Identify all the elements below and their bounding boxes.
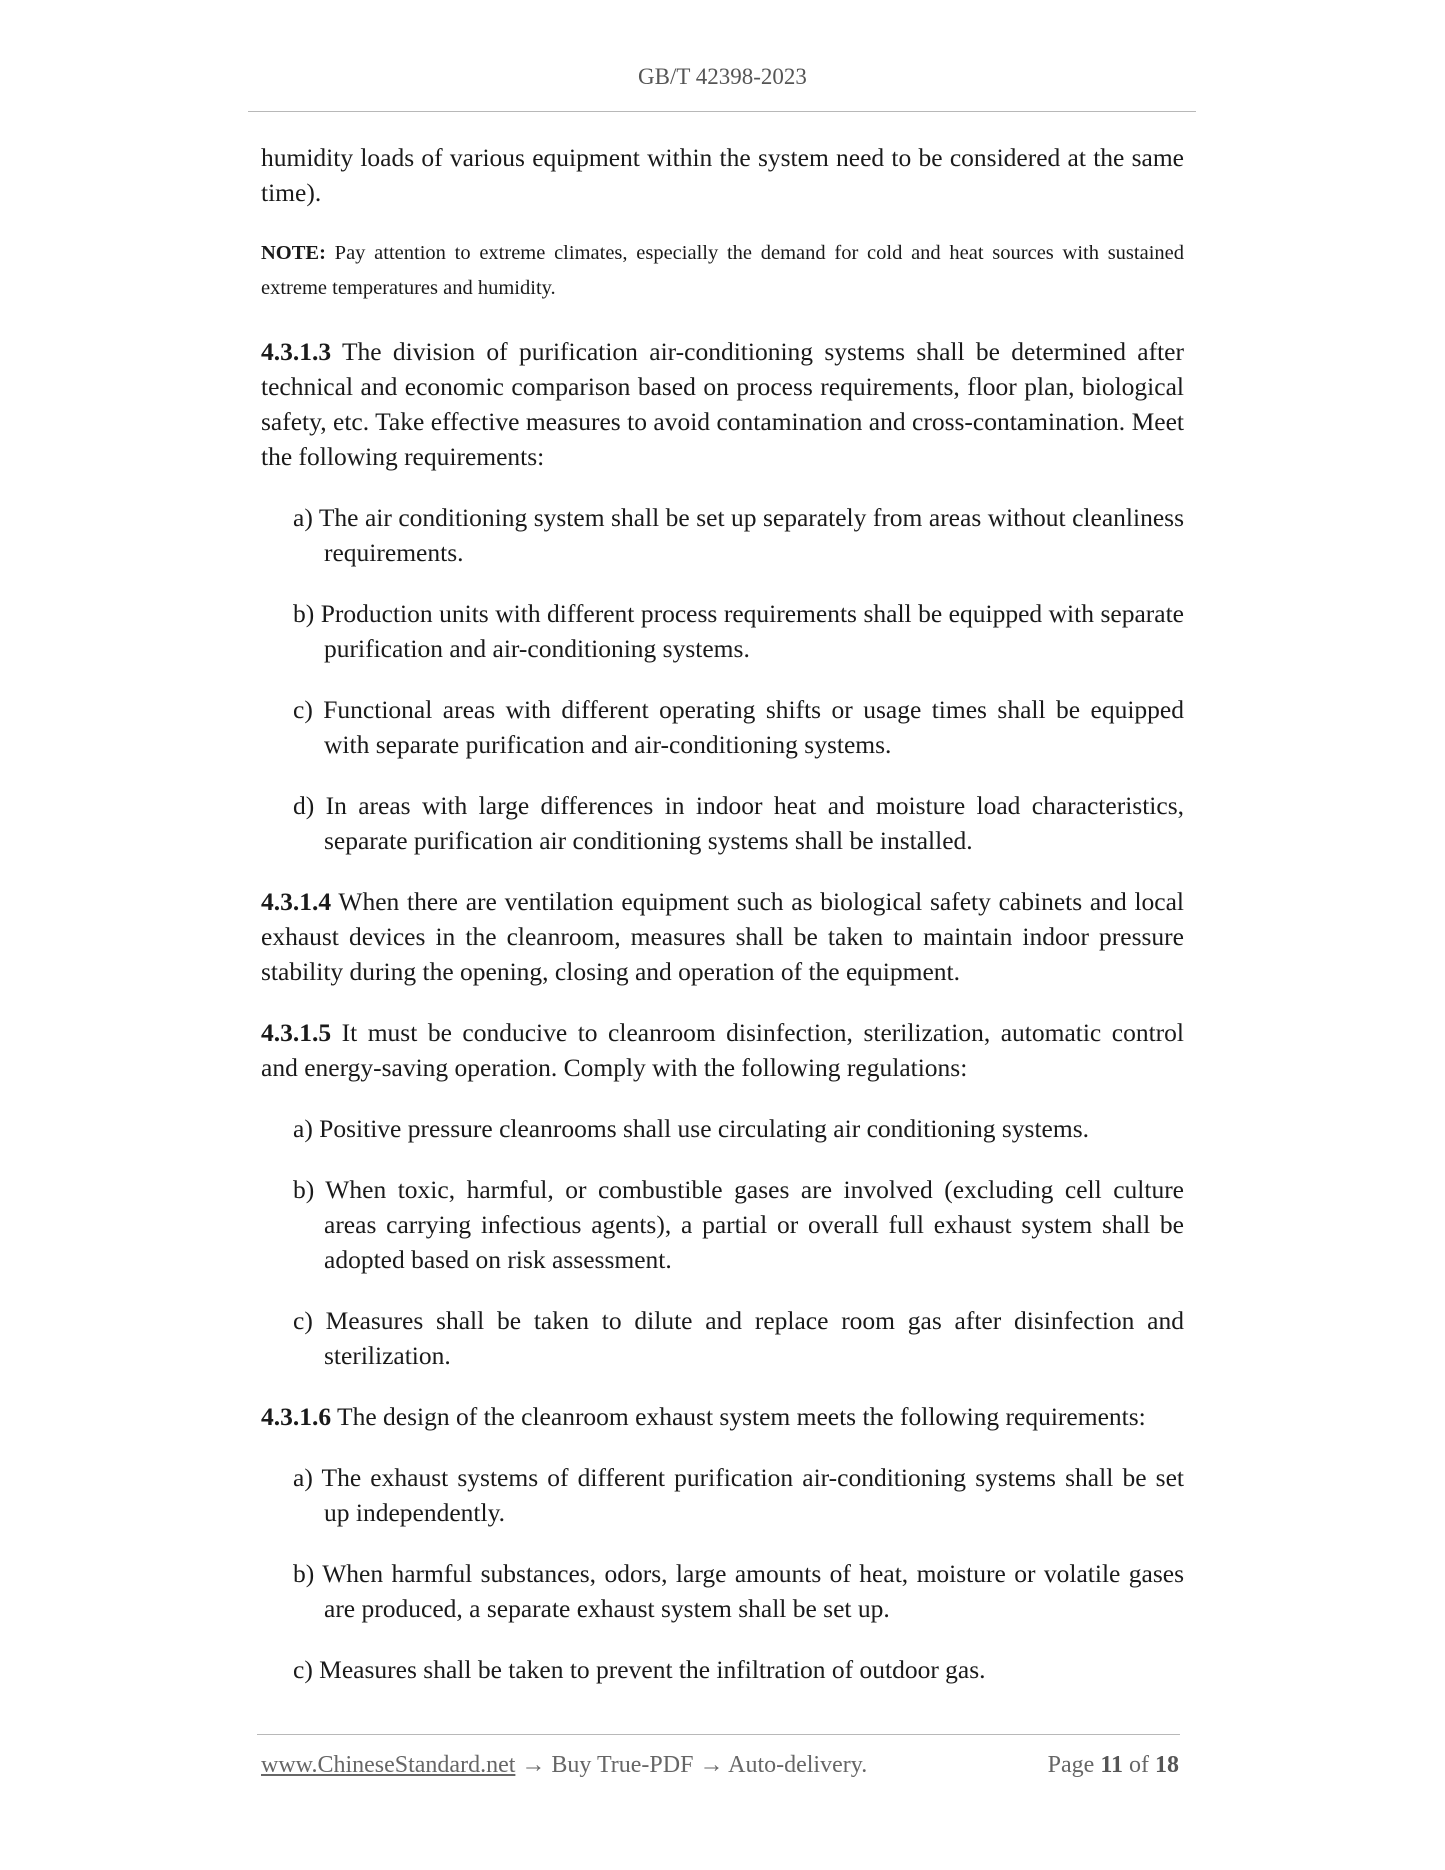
page-current: 11 [1100, 1752, 1123, 1778]
clause-text: When there are ventilation equipment such as biological safety cabinets and local exhaust devices in the cleanroom, measures shall be taken to maintain indoor pressure stability during the opening, closing and operation of the equipment. [261, 887, 1184, 986]
clause-text: The division of purification air-conditioning systems shall be determined after technical and economic comparison based on process requirements, floor plan, biological safety, etc. Take effective measures to avoid contamination and cross-contamination. Meet the following requirements: [261, 337, 1184, 471]
footer-divider [257, 1734, 1180, 1735]
list-item: a) The exhaust systems of different purification air-conditioning systems shall be set up independently. [293, 1463, 1184, 1527]
footer-tagline: → Buy True-PDF → Auto-delivery. [515, 1752, 868, 1778]
page-indicator [1048, 1752, 1179, 1779]
clause-text: It must be conducive to cleanroom disinfection, sterilization, automatic control and energy-saving operation. Comply with the following regulations: [261, 1018, 1184, 1082]
page-of-label: of [1129, 1752, 1149, 1778]
clause-4-3-1-4 [261, 884, 1184, 989]
list-item: b) When harmful substances, odors, large amounts of heat, moisture or volatile gases are produced, a separate exhaust system shall be set up. [293, 1559, 1184, 1623]
document-body [261, 140, 1184, 1713]
header-divider [248, 111, 1196, 112]
list-item: d) In areas with large differences in indoor heat and moisture load characteristics, separate purification air conditioning systems shall be installed. [293, 791, 1184, 855]
clause-4-3-1-5 [261, 1015, 1184, 1085]
clause-4-3-1-6 [261, 1399, 1184, 1434]
list-item: c) Measures shall be taken to dilute and replace room gas after disinfection and sterilization. [293, 1306, 1184, 1370]
clause-number: 4.3.1.6 [261, 1402, 332, 1431]
note-text: Pay attention to extreme climates, especially the demand for cold and heat sources with sustained extreme temperatures and humidity. [261, 242, 1184, 299]
note-paragraph [261, 236, 1184, 306]
intro-paragraph: humidity loads of various equipment within the system need to be considered at the same time). [261, 143, 1184, 207]
clause-number: 4.3.1.3 [261, 337, 332, 366]
list-item: a) The air conditioning system shall be set up separately from areas without cleanliness requirements. [293, 503, 1184, 567]
website-link[interactable]: www.ChineseStandard.net [261, 1752, 516, 1778]
list-item: c) Measures shall be taken to prevent the infiltration of outdoor gas. [293, 1655, 986, 1684]
note-label: NOTE: [261, 242, 326, 264]
list-item: a) Positive pressure cleanrooms shall use circulating air conditioning systems. [293, 1114, 1089, 1143]
list-item: c) Functional areas with different operating shifts or usage times shall be equipped with separate purification and air-conditioning systems. [293, 695, 1184, 759]
clause-number: 4.3.1.4 [261, 887, 332, 916]
list-item: b) When toxic, harmful, or combustible gases are involved (excluding cell culture areas carrying infectious agents), a partial or overall full exhaust system shall be adopted based on risk assessment. [293, 1175, 1184, 1274]
clause-text: The design of the cleanroom exhaust system meets the following requirements: [331, 1402, 1146, 1431]
page-label: Page [1047, 1752, 1095, 1778]
clause-4-3-1-3 [261, 334, 1184, 474]
page-header-title: GB/T 42398-2023 [638, 64, 807, 89]
list-item: b) Production units with different process requirements shall be equipped with separate purification and air-conditioning systems. [293, 599, 1184, 663]
clause-number: 4.3.1.5 [261, 1018, 332, 1047]
footer-promo [261, 1752, 867, 1779]
page-total: 18 [1155, 1752, 1179, 1778]
